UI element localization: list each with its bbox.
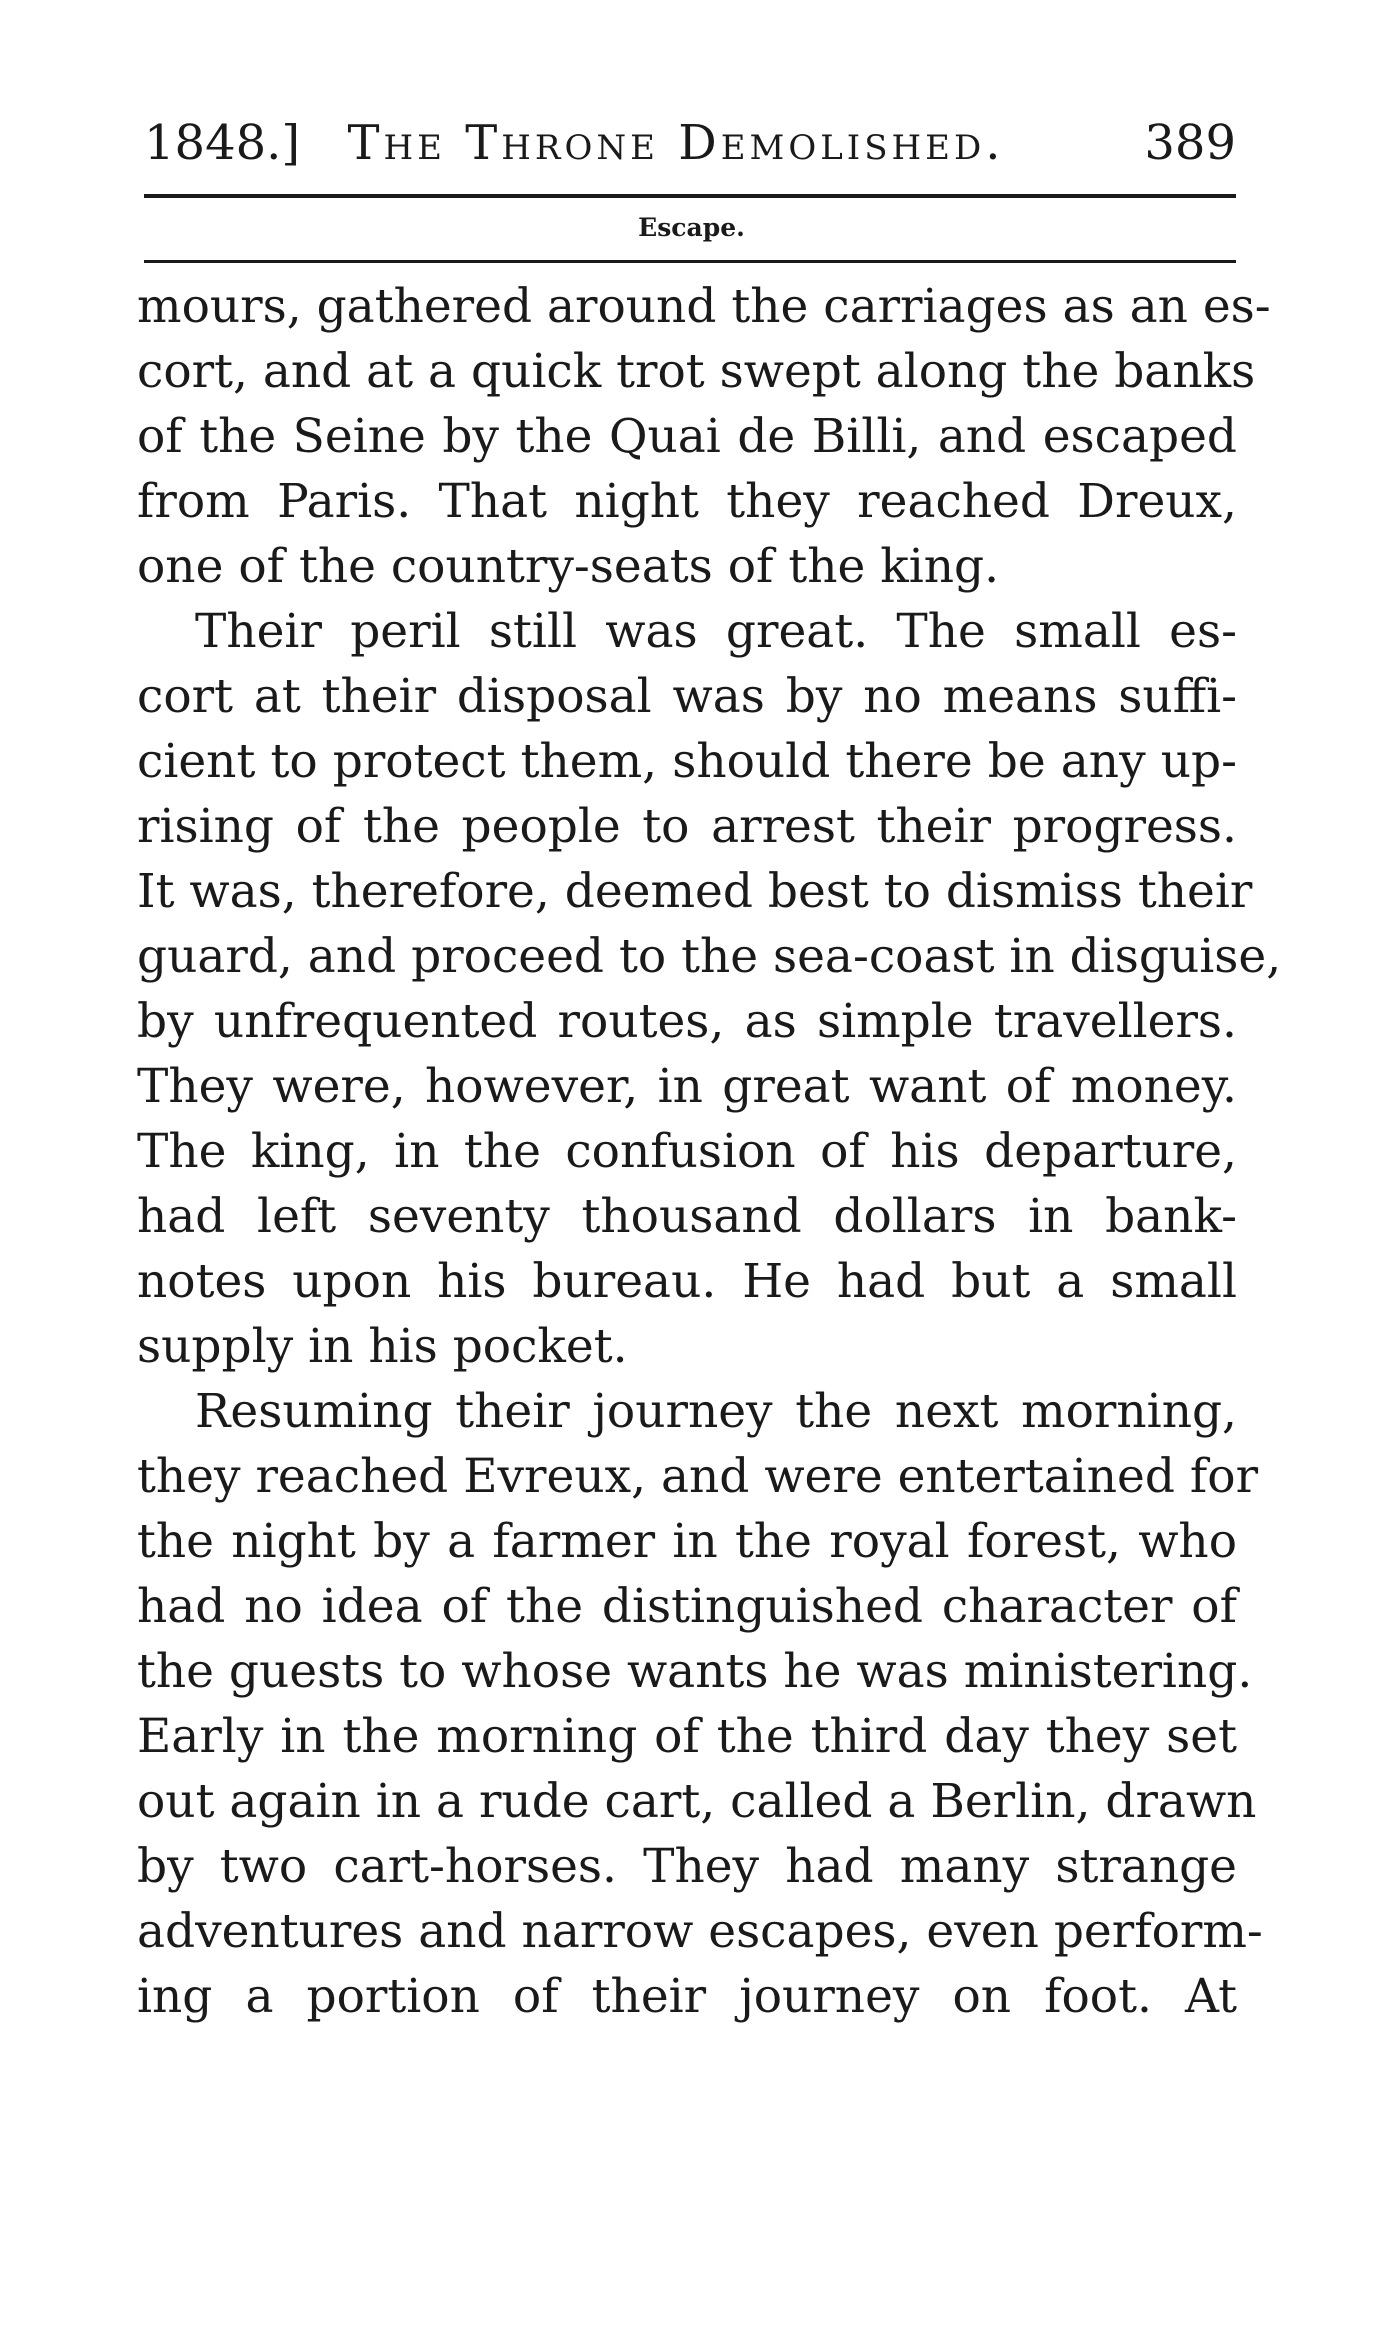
- text-line: cient to protect them, should there be any up-: [137, 734, 1237, 789]
- text-line: rising of the people to arrest their progress.: [137, 799, 1237, 854]
- body-text: [137, 274, 1282, 2029]
- running-header: [144, 108, 1236, 186]
- text-line: one of the country-seats of the king.: [137, 539, 1000, 594]
- text-line: by unfrequented routes, as simple travellers.: [137, 994, 1237, 1049]
- text-line: adventures and narrow escapes, even perform-: [137, 1904, 1263, 1959]
- text-line: It was, therefore, deemed best to dismiss their: [137, 864, 1253, 919]
- text-line: by two cart-horses. They had many strange: [137, 1839, 1237, 1894]
- text-line: the night by a farmer in the royal forest, who: [137, 1514, 1237, 1569]
- text-line: ing a portion of their journey on foot. At: [137, 1969, 1237, 2024]
- header-rule: [144, 194, 1236, 198]
- text-line: cort at their disposal was by no means suffi-: [137, 669, 1237, 724]
- text-line: The king, in the confusion of his departure,: [137, 1124, 1237, 1179]
- header-title: The Throne Demolished.: [347, 115, 1005, 171]
- text-line: guard, and proceed to the sea-coast in disguise,: [137, 929, 1282, 984]
- text-line: of the Seine by the Quai de Billi, and escaped: [137, 409, 1237, 464]
- text-line: they reached Evreux, and were entertained for: [137, 1449, 1259, 1504]
- section-rule: [144, 260, 1236, 263]
- text-line: had left seventy thousand dollars in bank-: [137, 1189, 1237, 1244]
- text-line: the guests to whose wants he was ministering.: [137, 1644, 1253, 1699]
- text-line: notes upon his bureau. He had but a small: [137, 1254, 1237, 1309]
- text-line: from Paris. That night they reached Dreux,: [137, 474, 1237, 529]
- text-line: cort, and at a quick trot swept along the banks: [137, 344, 1256, 399]
- section-title: Escape.: [638, 213, 745, 242]
- text-line: Resuming their journey the next morning,: [195, 1384, 1237, 1439]
- text-line: mours, gathered around the carriages as an es-: [137, 279, 1271, 334]
- text-line: Early in the morning of the third day they set: [137, 1709, 1237, 1764]
- text-line: out again in a rude cart, called a Berlin, drawn: [137, 1774, 1257, 1829]
- text-line: had no idea of the distinguished character of: [137, 1579, 1237, 1634]
- text-line: supply in his pocket.: [137, 1319, 628, 1374]
- header-date: 1848.]: [144, 115, 301, 171]
- text-line: They were, however, in great want of money.: [137, 1059, 1237, 1114]
- text-line: Their peril still was great. The small es-: [195, 604, 1237, 659]
- page-number: 389: [1144, 115, 1236, 171]
